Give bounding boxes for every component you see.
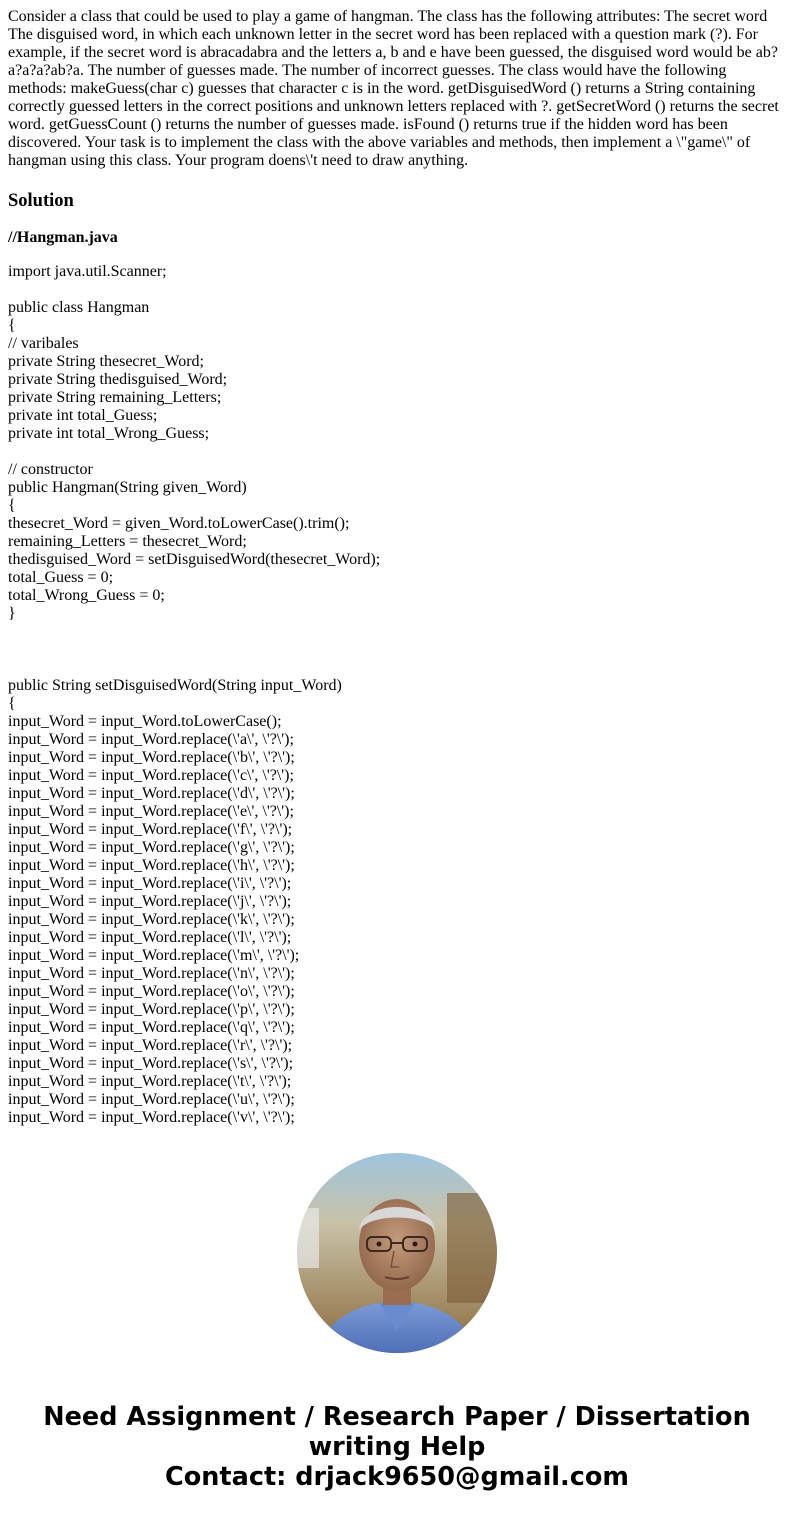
code-line: input_Word = input_Word.replace(\'a\', \'?\'); (8, 731, 294, 748)
code-line: input_Word = input_Word.replace(\'t\', \'?\'); (8, 1073, 292, 1090)
code-line: } (8, 605, 16, 622)
code-line: input_Word = input_Word.replace(\'b\', \'?\'); (8, 749, 295, 766)
code-line: total_Guess = 0; (8, 569, 114, 586)
code-line: { (8, 497, 16, 514)
code-line (8, 641, 786, 659)
code-line: public Hangman(String given_Word) (8, 479, 247, 496)
promo-line-1: Need Assignment / Research Paper / Dissertation (43, 1402, 751, 1432)
code-line: input_Word = input_Word.replace(\'p\', \'?\'); (8, 1001, 295, 1018)
code-line: private String thedisguised_Word; (8, 371, 228, 388)
file-title: //Hangman.java (8, 229, 118, 246)
code-line: input_Word = input_Word.replace(\'q\', \'?\'); (8, 1019, 295, 1036)
promo-banner (0, 1402, 794, 1492)
code-line: { (8, 317, 16, 334)
code-line: input_Word = input_Word.replace(\'g\', \'?\'); (8, 839, 295, 856)
code-line: total_Wrong_Guess = 0; (8, 587, 165, 604)
question-text: Consider a class that could be used to play a game of hangman. The class has the following attributes: The secret word The disguised word, in which each unknown letter in the secret word has been replaced with a question mark (?). For example, if the secret word is abracadabra and the letters a, b and e have been guessed, the disguised word would be ab?a?a?a?ab?a. The number of guesses made. The number of incorrect guesses. The class would have the following methods: makeGuess(char c) guesses that character c is in the word. getDisguisedWord () returns a String containing correctly guessed letters in the correct positions and unknown letters replaced with ?. getSecretWord () returns the secret word. getGuessCount () returns the number of guesses made. isFound () returns true if the hidden word has been discovered. Your task is to implement the class with the above variables and methods, then implement a \"game\" of hangman using this class. Your program doens\'t need to draw anything. (8, 8, 779, 169)
code-line: input_Word = input_Word.replace(\'k\', \'?\'); (8, 911, 295, 928)
code-line: input_Word = input_Word.replace(\'h\', \'?\'); (8, 857, 295, 874)
code-line: input_Word = input_Word.toLowerCase(); (8, 713, 282, 730)
solution-heading: Solution (8, 191, 74, 211)
code-line: input_Word = input_Word.replace(\'e\', \'?\'); (8, 803, 294, 820)
code-line: thesecret_Word = given_Word.toLowerCase().trim(); (8, 515, 350, 532)
code-line: input_Word = input_Word.replace(\'n\', \'?\'); (8, 965, 295, 982)
code-line (8, 623, 786, 641)
code-line: input_Word = input_Word.replace(\'j\', \'?\'); (8, 893, 292, 910)
code-line: // varibales (8, 335, 79, 352)
code-line: input_Word = input_Word.replace(\'r\', \'?\'); (8, 1037, 293, 1054)
code-line: private String thesecret_Word; (8, 353, 204, 370)
code-line: { (8, 695, 16, 712)
code-line: input_Word = input_Word.replace(\'f\', \'?\'); (8, 821, 293, 838)
code-line: // constructor (8, 461, 93, 478)
code-line (8, 659, 786, 677)
code-line: input_Word = input_Word.replace(\'u\', \'?\'); (8, 1091, 295, 1108)
code-line: import java.util.Scanner; (8, 263, 167, 280)
code-line: private String remaining_Letters; (8, 389, 222, 406)
code-line: input_Word = input_Word.replace(\'v\', \'?\'); (8, 1109, 295, 1126)
code-line: private int total_Wrong_Guess; (8, 425, 210, 442)
code-line: public String setDisguisedWord(String input_Word) (8, 677, 342, 694)
promo-contact: Contact: drjack9650@gmail.com (165, 1462, 629, 1492)
author-photo-image (297, 1153, 497, 1353)
promo-line-2: writing Help (308, 1432, 486, 1462)
code-line: input_Word = input_Word.replace(\'s\', \'?\'); (8, 1055, 294, 1072)
code-line: private int total_Guess; (8, 407, 158, 424)
code-line (8, 281, 786, 299)
code-line (8, 443, 786, 461)
code-line: input_Word = input_Word.replace(\'c\', \'?\'); (8, 767, 294, 784)
code-line: input_Word = input_Word.replace(\'o\', \'?\'); (8, 983, 295, 1000)
code-line: remaining_Letters = thesecret_Word; (8, 533, 247, 550)
code-block (8, 263, 786, 1127)
author-photo (297, 1153, 497, 1353)
code-line: thedisguised_Word = setDisguisedWord(thesecret_Word); (8, 551, 381, 568)
code-line: input_Word = input_Word.replace(\'d\', \'?\'); (8, 785, 295, 802)
code-line: public class Hangman (8, 299, 150, 316)
code-line: input_Word = input_Word.replace(\'m\', \'?\'); (8, 947, 300, 964)
code-line: input_Word = input_Word.replace(\'l\', \'?\'); (8, 929, 292, 946)
code-line: input_Word = input_Word.replace(\'i\', \'?\'); (8, 875, 292, 892)
